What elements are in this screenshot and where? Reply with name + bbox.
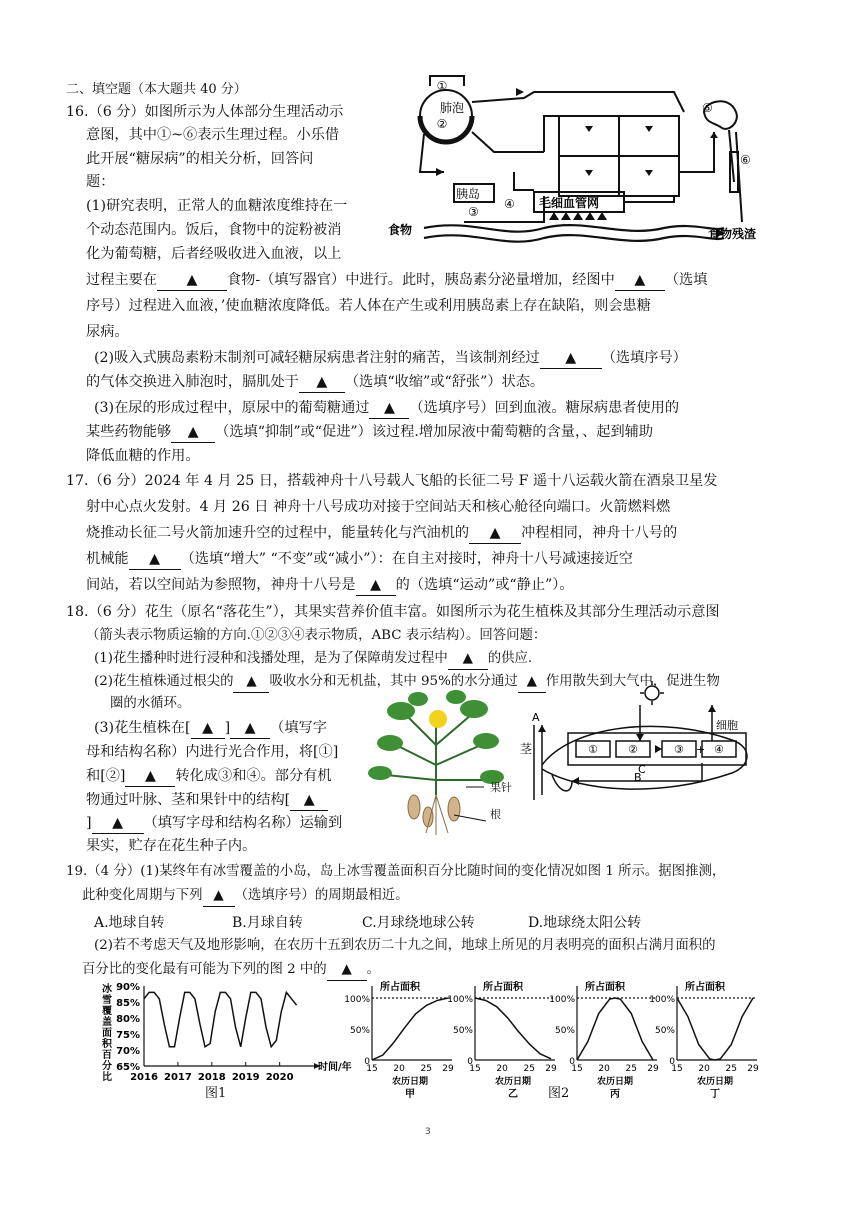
y-tick-label: 80% xyxy=(116,1014,140,1025)
residue-label: 食物残渣 xyxy=(708,227,757,241)
label-B: B xyxy=(634,771,642,784)
q17-line-4: 机械能 ▲ （选填“增大” “不变”或“减小”）：在自主对接时，神舟十八号减速接近空 xyxy=(86,549,633,570)
y-axis-label: 所占面积 xyxy=(380,982,420,993)
figure-1-ice-coverage-chart xyxy=(90,978,350,1098)
answer-blank[interactable]: ▲ xyxy=(299,372,345,393)
plus-sign: + xyxy=(696,743,706,756)
answer-blank[interactable]: ▲ xyxy=(92,813,144,834)
label-A: A xyxy=(532,711,540,724)
x-tick-label: 15 xyxy=(571,1064,583,1074)
q17-line-2: 射中心点火发射。4 月 26 日 神舟十八号成功对接于空间站天和核心舱径向端口。火箭燃料燃 xyxy=(86,499,671,515)
circled-6: ⑥ xyxy=(740,153,751,167)
answer-blank[interactable]: ▲ xyxy=(615,270,665,291)
y-axis-label-char: 分 xyxy=(102,1061,112,1072)
q17-line-3: 烧推动长征二号火箭加速升空的过程中，能量转化与汽油机的 ▲ 冲程相同，神舟十八号的 xyxy=(86,523,677,544)
x-tick-label: 25 xyxy=(625,1064,638,1074)
y-tick-label: 100% xyxy=(649,995,675,1005)
answer-blank[interactable]: ▲ xyxy=(233,672,269,693)
x-tick-label: 2017 xyxy=(163,1072,192,1083)
x-tick-label: 15 xyxy=(671,1064,683,1074)
q16-line-12: 的气体交换进入肺泡时，膈肌处于 ▲ （选填“收缩”或“舒张”）状态。 xyxy=(86,372,544,393)
q16-line-14: 某些药物能够 ▲ （选填“抑制”或“促进”）该过程.增加尿液中葡萄糖的含量，、起到辅助 xyxy=(86,422,653,443)
answer-blank[interactable]: ▲ xyxy=(327,960,367,981)
q17-line-5: 间站，若以空间站为参照物，神舟十八号是 ▲ 的（选填“运动”或“静止”）。 xyxy=(86,575,574,596)
y-tick-label: 0 xyxy=(467,1057,473,1067)
pancreas-label: 胰岛 xyxy=(456,187,481,201)
series-line xyxy=(475,998,551,1059)
x-tick-label: 29 xyxy=(647,1064,659,1074)
figure-2-caption: 图2 xyxy=(548,1086,570,1101)
y-tick-label: 70% xyxy=(116,1046,140,1057)
q16-line-15: 降低血糖的作用。 xyxy=(86,448,200,464)
q18-line-1: 18.（6 分）花生（原名“落花生”），其果实营养价值丰富。如图所示为花生植株及其部分生理活动示意图 xyxy=(66,604,720,620)
answer-blank[interactable]: ▲ xyxy=(157,270,227,291)
capillary-label: 毛细血管网 xyxy=(539,196,600,210)
y-axis-label-char: 百 xyxy=(102,1050,112,1061)
series-line xyxy=(677,998,753,1060)
circled-3: ③ xyxy=(468,205,479,219)
series-line xyxy=(144,992,297,1046)
circled-2: ② xyxy=(436,117,448,131)
x-tick-label: 15 xyxy=(366,1064,378,1074)
x-tick-label: 25 xyxy=(523,1064,536,1074)
chart-caption: 甲 xyxy=(405,1089,415,1100)
chart-caption: 丁 xyxy=(710,1089,720,1100)
answer-blank[interactable]: ▲ xyxy=(369,398,409,419)
y-tick-label: 0 xyxy=(669,1057,675,1067)
q19-line-4: (2)若不考虑天气及地形影响，在农历十五到农历二十九之间，地球上所见的月表明亮的面积占满月面积的 xyxy=(94,938,716,953)
x-tick-label: 2016 xyxy=(130,1072,158,1083)
q16-line-7: 化为葡萄糖，后者经吸收进入血液，以上 xyxy=(86,246,342,262)
section-title: 二、填空题（本大题共 40 分） xyxy=(66,82,247,97)
x-tick-label: 29 xyxy=(747,1064,759,1074)
q16-line-2: 意图，其中①~⑥表示生理过程。小乐借 xyxy=(86,127,340,143)
x-tick-label: 2020 xyxy=(265,1072,294,1083)
figure-2-chart-ding xyxy=(649,978,765,1100)
answer-blank[interactable]: ▲ xyxy=(448,649,488,670)
x-axis-label: 农历日期 xyxy=(696,1077,734,1087)
y-axis-label-char: 冰 xyxy=(102,984,112,995)
y-tick-label: 75% xyxy=(116,1030,140,1041)
cell-label: 细胞 xyxy=(716,719,738,732)
answer-blank[interactable]: ▲ xyxy=(191,718,225,739)
q18-line-9: 物通过叶脉、茎和果针中的结构[ ▲ xyxy=(86,790,328,811)
y-axis-label-char: 积 xyxy=(102,1039,112,1050)
y-axis-label-char: 雪 xyxy=(102,995,112,1006)
answer-blank[interactable]: ▲ xyxy=(230,718,270,739)
x-tick-label: 2018 xyxy=(197,1072,226,1083)
figure-1-caption: 图1 xyxy=(205,1086,227,1101)
figure-2-chart-jia xyxy=(344,978,460,1100)
q16-line-9: 序号）过程进入血液，’使血糖浓度降低。若人体在产生或利用胰岛素上存在缺陷，则会患糖 xyxy=(86,298,651,314)
q18-line-6: (3)花生植株在[ ▲ ] ▲ （填写字 xyxy=(94,718,327,739)
figure-2-chart-yi xyxy=(447,978,563,1100)
x-axis-label: 时间/年 xyxy=(318,1062,352,1073)
q18-line-8: 和[②] ▲ 转化成③和④。部分有机 xyxy=(86,766,332,787)
series-line xyxy=(577,998,653,1060)
q16-line-3: 此开展“糖尿病”的相关分析，回答问 xyxy=(86,151,314,167)
y-axis-label-char: 盖 xyxy=(102,1017,112,1028)
series-line xyxy=(372,998,448,1060)
x-axis-label: 农历日期 xyxy=(596,1077,634,1087)
q18-line-3: (1)花生播种时进行浸种和浅播处理，是为了保障萌发过程中 ▲ 的供应. xyxy=(94,649,532,670)
food-label: 食物 xyxy=(388,223,413,237)
x-tick-label: 29 xyxy=(545,1064,557,1074)
box-1: ① xyxy=(588,743,598,756)
y-tick-label: 85% xyxy=(116,998,140,1009)
y-tick-label: 90% xyxy=(116,982,140,993)
circled-5: ⑤ xyxy=(702,101,713,115)
circled-1: ① xyxy=(436,79,448,93)
label-C: C xyxy=(638,763,646,776)
q19-line-2: 此种变化周期与下列 ▲ （选填序号）的周期最相近。 xyxy=(82,886,409,907)
root-label: 根 xyxy=(490,808,501,821)
choice-b[interactable]: B.月球自转 xyxy=(232,915,303,931)
y-tick-label: 100% xyxy=(447,995,473,1005)
y-axis-label: 所占面积 xyxy=(585,982,625,993)
circled-4: ④ xyxy=(504,197,515,211)
q16-line-5: (1)研究表明，正常人的血糖浓度维持在一 xyxy=(86,198,348,214)
y-tick-label: 100% xyxy=(549,995,575,1005)
q18-line-2: （箭头表示物质运输的方向.①②③④表示物质，ABC 表示结构）。回答问题： xyxy=(86,628,547,643)
x-tick-label: 20 xyxy=(598,1064,610,1074)
answer-blank[interactable]: ▲ xyxy=(129,549,181,570)
x-tick-label: 15 xyxy=(469,1064,481,1074)
y-axis-label-char: 面 xyxy=(102,1028,112,1039)
y-axis-label: 所占面积 xyxy=(483,982,523,993)
q18-line-10: ] ▲ （填写字母和结构名称）运输到 xyxy=(86,813,342,834)
leaf-schematic-diagram xyxy=(512,685,772,810)
q16-line-4: 题： xyxy=(86,174,115,190)
box-3: ③ xyxy=(674,743,684,756)
y-tick-label: 100% xyxy=(344,995,370,1005)
q16-line-8: 过程主要在 ▲ 食物-（填写器官）中进行。此时，胰岛素分泌量增加，经图中 ▲ （选填 xyxy=(86,270,707,291)
alveolus-label: 肺泡 xyxy=(440,101,465,115)
page-number: 3 xyxy=(425,1127,431,1137)
x-axis-label: 农历日期 xyxy=(391,1077,429,1087)
choice-a[interactable]: A.地球自转 xyxy=(94,915,165,931)
box-2: ② xyxy=(628,743,638,756)
q19-line-1: 19.（4 分）(1)某终年有冰雪覆盖的小岛，岛上冰雪覆盖面积百分比随时间的变化情况如图 1 所示。据图推测， xyxy=(66,864,726,879)
chart-caption: 乙 xyxy=(508,1089,518,1100)
q18-line-7: 母和结构名称）内进行光合作用，将[①] xyxy=(86,744,339,760)
answer-blank[interactable]: ▲ xyxy=(290,790,328,811)
answer-blank[interactable]: ▲ xyxy=(171,422,215,443)
q18-line-11: 果实，贮存在花生种子内。 xyxy=(86,838,257,854)
y-tick-label: 50% xyxy=(554,1026,575,1036)
y-tick-label: 50% xyxy=(349,1026,370,1036)
answer-blank[interactable]: ▲ xyxy=(518,672,546,693)
q16-line-10: 尿病。 xyxy=(86,324,129,340)
x-tick-label: 20 xyxy=(496,1064,508,1074)
y-tick-label: 50% xyxy=(654,1026,675,1036)
y-axis-label-char: 比 xyxy=(102,1072,112,1083)
box-4: ④ xyxy=(714,743,724,756)
y-tick-label: 50% xyxy=(452,1026,473,1036)
y-tick-label: 0 xyxy=(364,1057,370,1067)
q19-line-5: 百分比的变化最有可能为下列的图 2 中的 ▲ 。 xyxy=(82,960,380,981)
q18-line-5: 圈的水循环。 xyxy=(110,696,191,711)
choice-d[interactable]: D.地球绕太阳公转 xyxy=(528,915,642,931)
q18-line-4: (2)花生植株通过根尖的 ▲ 吸收水分和无机盐，其中 95%的水分通过 ▲ 作用散失到大气中，促进生物 xyxy=(94,672,720,693)
x-tick-label: 20 xyxy=(393,1064,405,1074)
y-tick-label: 65% xyxy=(116,1062,140,1073)
y-axis-label: 所占面积 xyxy=(685,982,725,993)
q16-line-11: (2)吸入式胰岛素粉末制剂可减轻糖尿病患者注射的痛苦，当该制剂经过 ▲ （选填序号） xyxy=(94,348,687,369)
y-axis-label-char: 覆 xyxy=(102,1006,112,1017)
x-tick-label: 25 xyxy=(725,1064,738,1074)
answer-blank[interactable]: ▲ xyxy=(125,766,175,787)
answer-blank[interactable]: ▲ xyxy=(356,575,396,596)
chart-caption: 丙 xyxy=(610,1089,620,1100)
q16-line-6: 个动态范围内。饭后，食物中的淀粉被消 xyxy=(86,222,342,238)
x-tick-label: 20 xyxy=(698,1064,710,1074)
q16-line-13: (3)在尿的形成过程中，原尿中的葡萄糖通过 ▲ （选填序号）回到血液。糖尿病患者使用的 xyxy=(94,398,679,419)
x-tick-label: 25 xyxy=(420,1064,433,1074)
answer-blank[interactable]: ▲ xyxy=(469,523,521,544)
q17-line-1: 17.（6 分）2024 年 4 月 25 日，搭载神舟十八号载人飞船的长征二号 F 遥十八运载火箭在酒泉卫星发 xyxy=(66,473,718,489)
stem-label: 茎 xyxy=(520,742,533,756)
x-tick-label: 2019 xyxy=(231,1072,260,1083)
x-axis-label: 农历日期 xyxy=(494,1077,532,1087)
x-tick-label: 29 xyxy=(442,1064,454,1074)
answer-blank[interactable]: ▲ xyxy=(203,886,235,907)
pod-label: 果针 xyxy=(490,781,512,794)
q16-line-1: 16.（6 分）如图所示为人体部分生理活动示 xyxy=(66,104,344,120)
q16-physiology-diagram xyxy=(384,72,774,242)
answer-blank[interactable]: ▲ xyxy=(540,348,602,369)
y-tick-label: 0 xyxy=(569,1057,575,1067)
choice-c[interactable]: C.月球绕地球公转 xyxy=(362,915,475,931)
